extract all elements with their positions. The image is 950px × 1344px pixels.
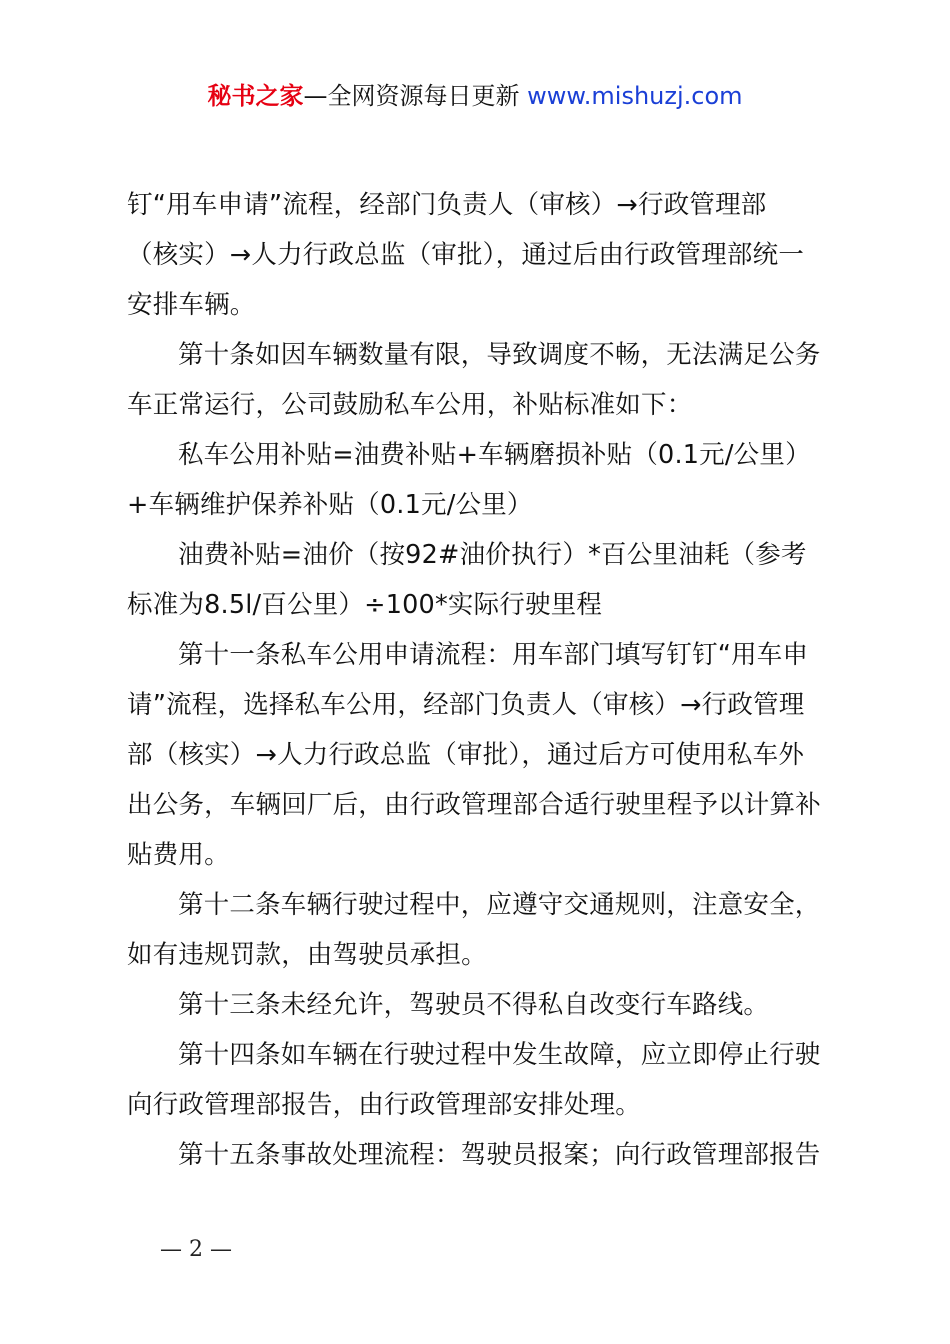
- text-line: 第十条如因车辆数量有限，导致调度不畅，无法满足公务: [178, 340, 821, 370]
- page-header: [0, 78, 950, 114]
- text-line: 第十五条事故处理流程：驾驶员报案；向行政管理部报告: [178, 1140, 821, 1170]
- text-line: 标准为8.5l/百公里）÷100*实际行驶里程: [127, 590, 603, 620]
- text-line: 部（核实）→人力行政总监（审批），通过后方可使用私车外: [127, 740, 805, 770]
- site-url[interactable]: www.mishuzj.com: [527, 82, 743, 110]
- text-line: 第十二条车辆行驶过程中，应遵守交通规则，注意安全，: [178, 890, 821, 920]
- text-line: 向行政管理部报告，由行政管理部安排处理。: [127, 1090, 642, 1120]
- text-line: 请”流程，选择私车公用，经部门负责人（审核）→行政管理: [127, 690, 805, 720]
- text-line: 出公务，车辆回厂后，由行政管理部合适行驶里程予以计算补: [127, 790, 821, 820]
- text-line: （核实）→人力行政总监（审批），通过后由行政管理部统一: [127, 240, 805, 270]
- brand-name: 秘书之家: [207, 82, 304, 110]
- text-line: 油费补贴=油价（按92#油价执行）*百公里油耗（参考: [178, 540, 807, 570]
- text-line: 如有违规罚款，由驾驶员承担。: [127, 940, 487, 970]
- text-line: 第十三条未经允许，驾驶员不得私自改变行车路线。: [178, 990, 770, 1020]
- text-line: 第十一条私车公用申请流程：用车部门填写钉钉“用车申: [178, 640, 809, 670]
- text-line: 第十四条如车辆在行驶过程中发生故障，应立即停止行驶: [178, 1040, 821, 1070]
- text-line: 贴费用。: [127, 840, 230, 870]
- document-body: [127, 180, 832, 1180]
- text-line: 私车公用补贴=油费补贴+车辆磨损补贴（0.1元/公里）: [178, 440, 811, 470]
- text-line: 安排车辆。: [127, 290, 256, 320]
- text-line: 钉“用车申请”流程，经部门负责人（审核）→行政管理部: [127, 190, 767, 220]
- text-line: 车正常运行，公司鼓励私车公用，补贴标准如下：: [127, 390, 693, 420]
- header-slogan: —全网资源每日更新: [303, 82, 520, 110]
- text-line: +车辆维护保养补贴（0.1元/公里）: [127, 490, 533, 520]
- page-number: — 2 —: [160, 1237, 232, 1262]
